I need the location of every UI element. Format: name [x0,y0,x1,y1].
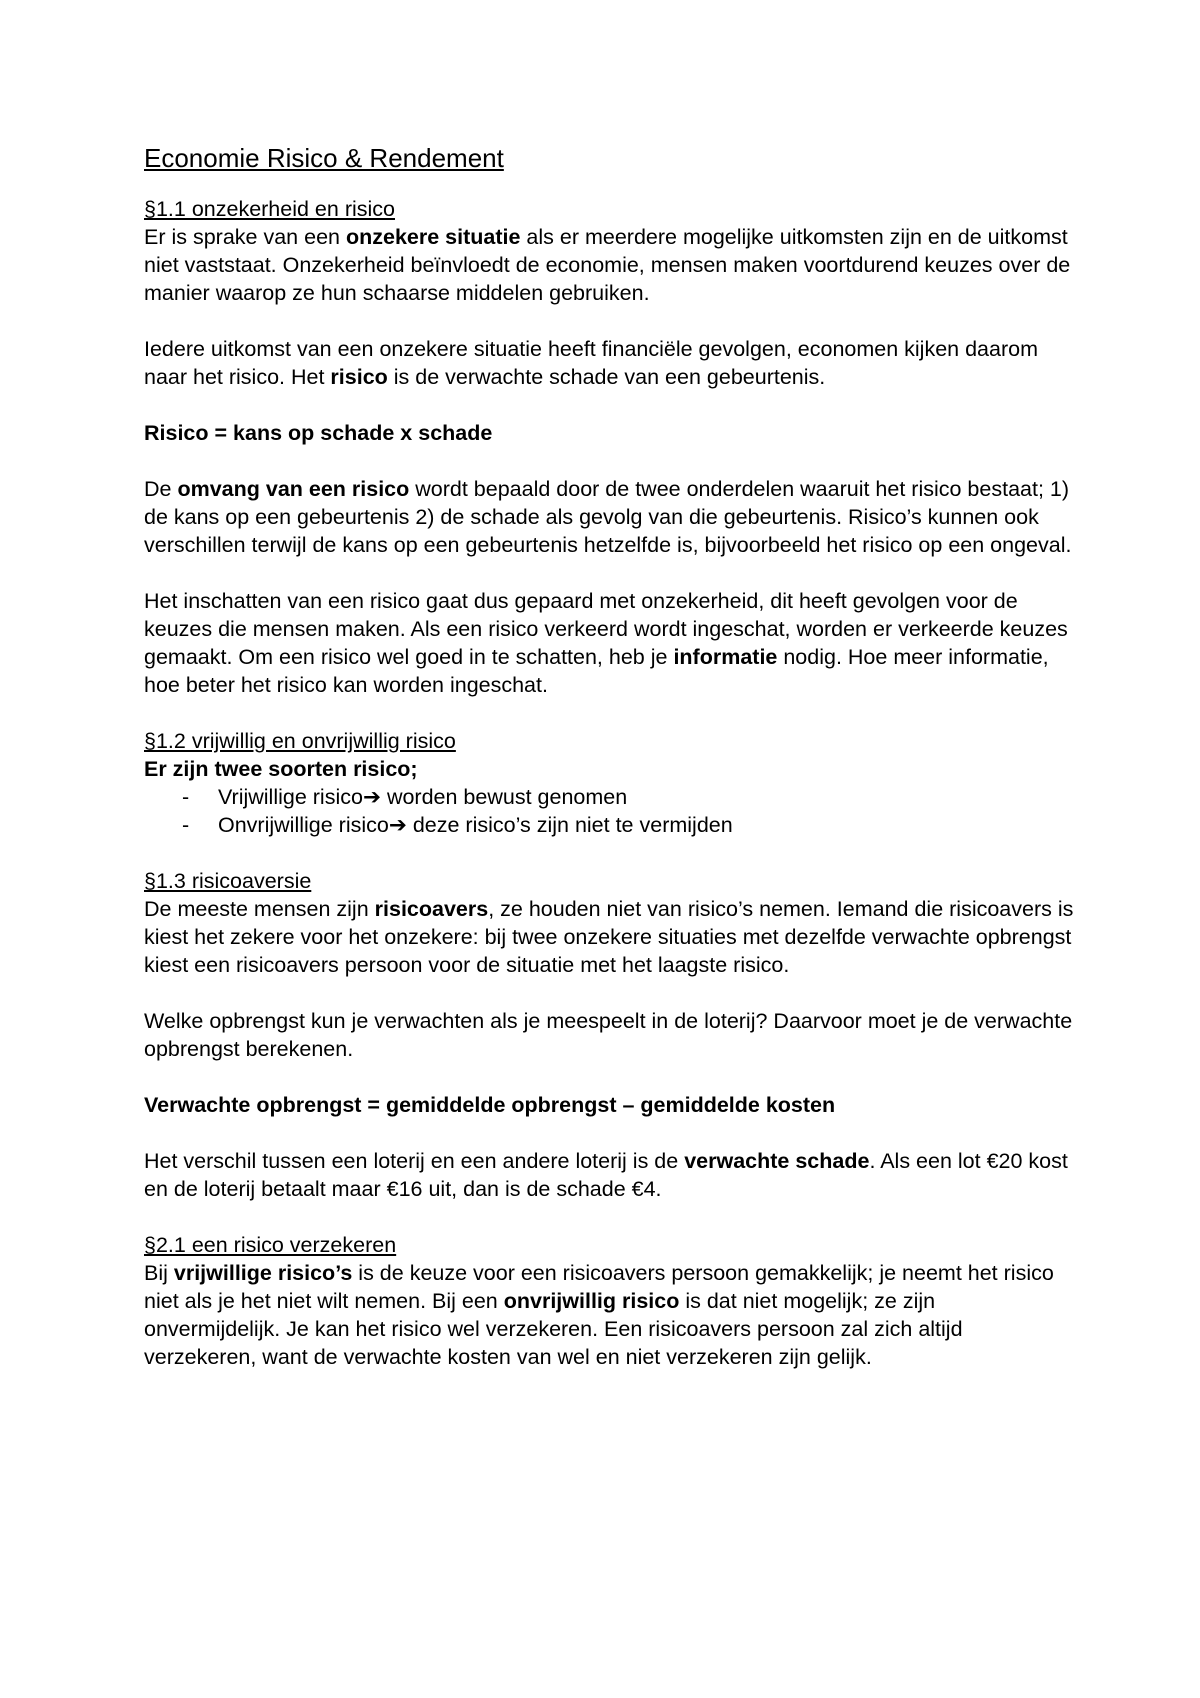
bold-term: onzekere situatie [345,225,521,249]
text: Er is sprake van een [144,225,346,249]
text: Het verschil tussen een loterij en een andere loterij is de [144,1149,685,1173]
arrow-right-icon: ➔ [388,813,407,837]
bold-term: omvang van een risico [177,477,410,501]
text: wordt bepaald door de twee onderdelen waaruit het risico bestaat; 1) de kans op een gebeurtenis 2) de schade als gevolg van die gebeurtenis. Risico’s kunnen ook verschillen terwijl de kans op een gebeurtenis hetzelfde is, bijvoorbeeld het risico op een ongeval. [144,477,1072,557]
formula-verwachte-opbrengst: Verwachte opbrengst = gemiddelde opbrengst – gemiddelde kosten [144,1093,836,1117]
text: nodig. Hoe meer informatie, hoe beter het risico kan worden ingeschat. [144,645,1049,697]
text: . Als een lot €20 kost en de loterij betaalt maar €16 uit, dan is de schade €4. [144,1149,1068,1201]
text: is de keuze voor een risicoavers persoon gemakkelijk; je neemt het risico niet als je het niet wilt nemen. Bij een [144,1261,1054,1313]
formula-risico: Risico = kans op schade x schade [144,421,493,445]
bold-term: risicoavers [374,897,489,921]
bold-term: risico [330,365,388,389]
bold-term: verwachte schade [684,1149,870,1173]
text: Iedere uitkomst van een onzekere situatie heeft financiële gevolgen, economen kijken daarom naar het risico. Het [144,337,1038,389]
dash-bullet: - [182,813,190,837]
paragraph-omvang-risico [144,475,1074,559]
list-item [144,811,1074,839]
paragraph-loterij: Welke opbrengst kun je verwachten als je meespeelt in de loterij? Daarvoor moet je de verwachte opbrengst berekenen. [144,1009,1073,1061]
text: De [144,477,178,501]
document-page [144,141,1074,1371]
bold-term: informatie [673,645,778,669]
text: als er meerdere mogelijke uitkomsten zijn en de uitkomst niet vaststaat. Onzekerheid beïnvloedt de economie, mensen maken voortdurend keuzes over de manier waarop ze hun schaarse middelen gebruiken. [144,225,1071,305]
text: De meeste mensen zijn [144,897,375,921]
paragraph-verzekeren [144,1259,1074,1371]
dash-bullet: - [182,785,190,809]
text: is dat niet mogelijk; ze zijn onvermijdelijk. Je kan het risico wel verzekeren. Een risicoavers persoon zal zich altijd verzekeren, want de verwachte kosten van wel en niet verzekeren zijn gelijk. [144,1289,963,1369]
bold-term: vrijwillige risico’s [173,1261,353,1285]
paragraph-verwachte-schade [144,1147,1074,1203]
document-title: Economie Risico & Rendement [144,143,504,173]
section-heading-1-3: §1.3 risicoaversie [144,869,312,893]
list-item [144,783,1074,811]
arrow-right-icon: ➔ [362,785,381,809]
text: Bij [144,1261,174,1285]
risico-soorten-list [144,783,1074,839]
text: is de verwachte schade van een gebeurtenis. [387,365,826,389]
section-heading-2-1: §2.1 een risico verzekeren [144,1233,397,1257]
bold-lead: Er zijn twee soorten risico; [144,757,418,781]
section-heading-1-2: §1.2 vrijwillig en onvrijwillig risico [144,729,456,753]
text: , ze houden niet van risico’s nemen. Iemand die risicoavers is kiest het zekere voor het onzekere: bij twee onzekere situaties met dezelfde verwachte opbrengst kiest een risicoavers persoon voor de situatie met het laagste risico. [144,897,1074,977]
paragraph-onzekere-situatie [144,223,1074,307]
item-text: worden bewust genomen [380,785,628,809]
list-lead [144,755,1074,783]
bold-term: onvrijwillig risico [503,1289,680,1313]
paragraph-risico-definitie [144,335,1074,391]
paragraph-risicoavers [144,895,1074,979]
section-heading-1-1: §1.1 onzekerheid en risico [144,197,395,221]
text: Het inschatten van een risico gaat dus gepaard met onzekerheid, dit heeft gevolgen voor de keuzes die mensen maken. Als een risico verkeerd wordt ingeschat, worden er verkeerde keuzes gemaakt. Om een risico wel goed in te schatten, heb je [144,589,1068,669]
item-text: deze risico’s zijn niet te vermijden [406,813,733,837]
paragraph-inschatten-risico [144,587,1074,699]
item-label: Onvrijwillige risico [218,813,389,837]
item-label: Vrijwillige risico [218,785,363,809]
